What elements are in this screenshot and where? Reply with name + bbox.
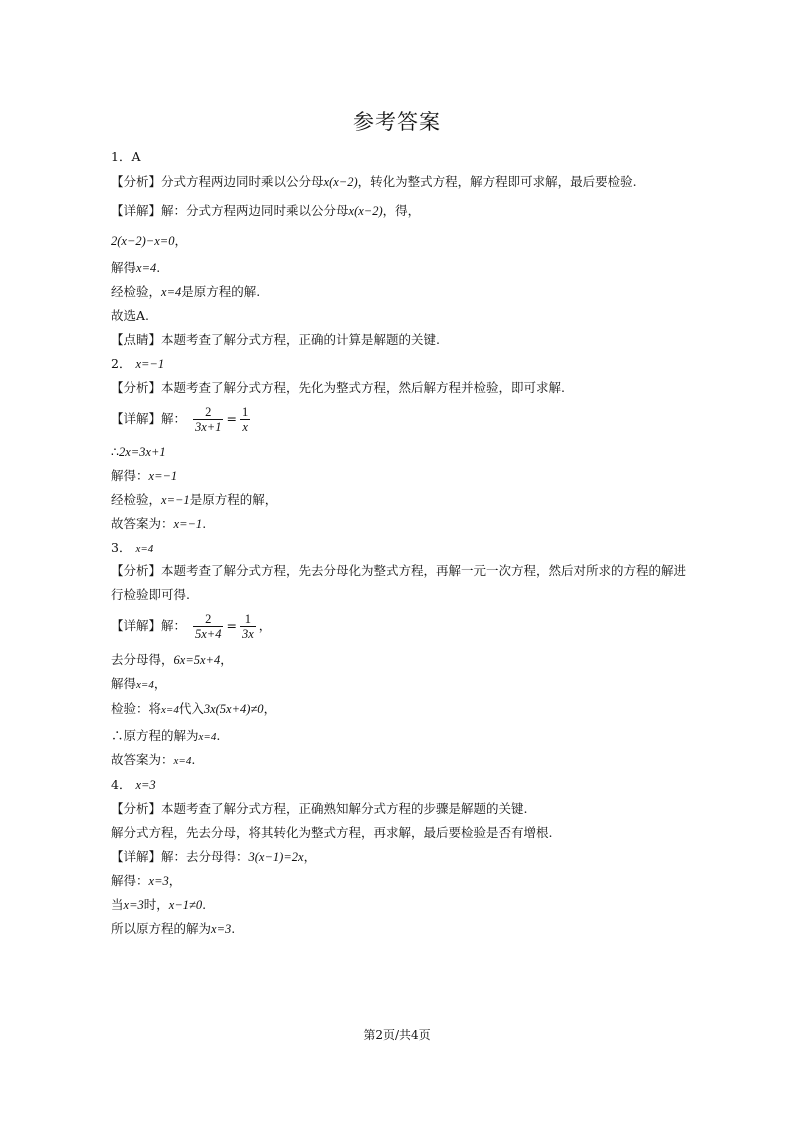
- q1-detail: 【详解】解：分式方程两边同时乘以公分母x(x−2)，得，: [111, 203, 421, 218]
- q4-when: 当x=3时，x−1≠0.: [111, 897, 207, 912]
- q2-analysis: 【分析】本题考查了解分式方程，先化为整式方程，然后解方程并检验，即可求解.: [111, 380, 565, 395]
- q3-answer: 故答案为：x=4.: [111, 752, 196, 767]
- q2-number: 2． x=−1: [111, 356, 165, 371]
- q2-solve: 解得：x=−1: [111, 468, 178, 483]
- q3-fraction-left: $\frac{2}{5x+4}$: [195, 611, 222, 641]
- q4-analysis: 【分析】本题考查了解分式方程，正确熟知解分式方程的步骤是解题的关键.: [111, 801, 528, 816]
- q4-final: 所以原方程的解为x=3.: [111, 921, 236, 936]
- q1-choice: 故选A.: [111, 308, 150, 323]
- q1-analysis: 【分析】分式方程两边同时乘以公分母x(x−2)，转化为整式方程，解方程即可求解，最后要检验.: [111, 174, 637, 189]
- q3-analysis-line2: 行检验即可得.: [111, 587, 190, 602]
- q4-number: 4． x=3: [111, 777, 156, 792]
- q3-root: ∴原方程的解为x=4.: [111, 728, 221, 743]
- page-title: 参考答案: [353, 110, 441, 134]
- q1-check: 经检验，x=4是原方程的解.: [111, 284, 261, 299]
- q4-detail: 【详解】解：去分母得：3(x−1)=2x，: [111, 849, 317, 864]
- q4-method: 解分式方程，先去分母，将其转化为整式方程，再求解，最后要检验是否有增根.: [111, 825, 553, 840]
- q1-solve: 解得x=4.: [111, 260, 161, 275]
- q3-fraction-right: $\frac{1}{3x}$: [241, 611, 254, 641]
- q2-equation: ∴2x=3x+1: [111, 444, 166, 459]
- q2-fraction-right: $\frac{1}{x}$: [241, 404, 249, 434]
- q3-clear-denominator: 去分母得，6x=5x+4，: [111, 652, 233, 667]
- q3-analysis-line1: 【分析】本题考查了解分式方程，先去分母化为整式方程，再解一元一次方程，然后对所求的方程的解进: [111, 563, 687, 578]
- q3-solve: 解得x=4，: [111, 676, 167, 691]
- q2-check: 经检验，x=−1是原方程的解，: [111, 492, 278, 507]
- q3-check: 检验：将x=4代入3x(5x+4)≠0，: [111, 701, 277, 716]
- q4-solve: 解得：x=3，: [111, 873, 182, 888]
- q2-detail: 【详解】解： $\frac{2}{3x+1}$ = $\frac{1}{x}$: [111, 404, 249, 434]
- q2-fraction-left: $\frac{2}{3x+1}$: [195, 404, 222, 434]
- q3-number: 3． x=4: [111, 540, 154, 555]
- q1-equation: 2(x−2)−x=0，: [111, 233, 187, 248]
- q1-number: 1．A: [111, 149, 141, 164]
- q1-comment: 【点睛】本题考查了解分式方程，正确的计算是解题的关键.: [111, 332, 440, 347]
- q3-detail: 【详解】解： $\frac{2}{5x+4}$ = $\frac{1}{3x}$ ，: [111, 611, 272, 641]
- page-footer: 第2页/共4页: [363, 1028, 431, 1042]
- q2-answer: 故答案为：x=−1.: [111, 516, 207, 531]
